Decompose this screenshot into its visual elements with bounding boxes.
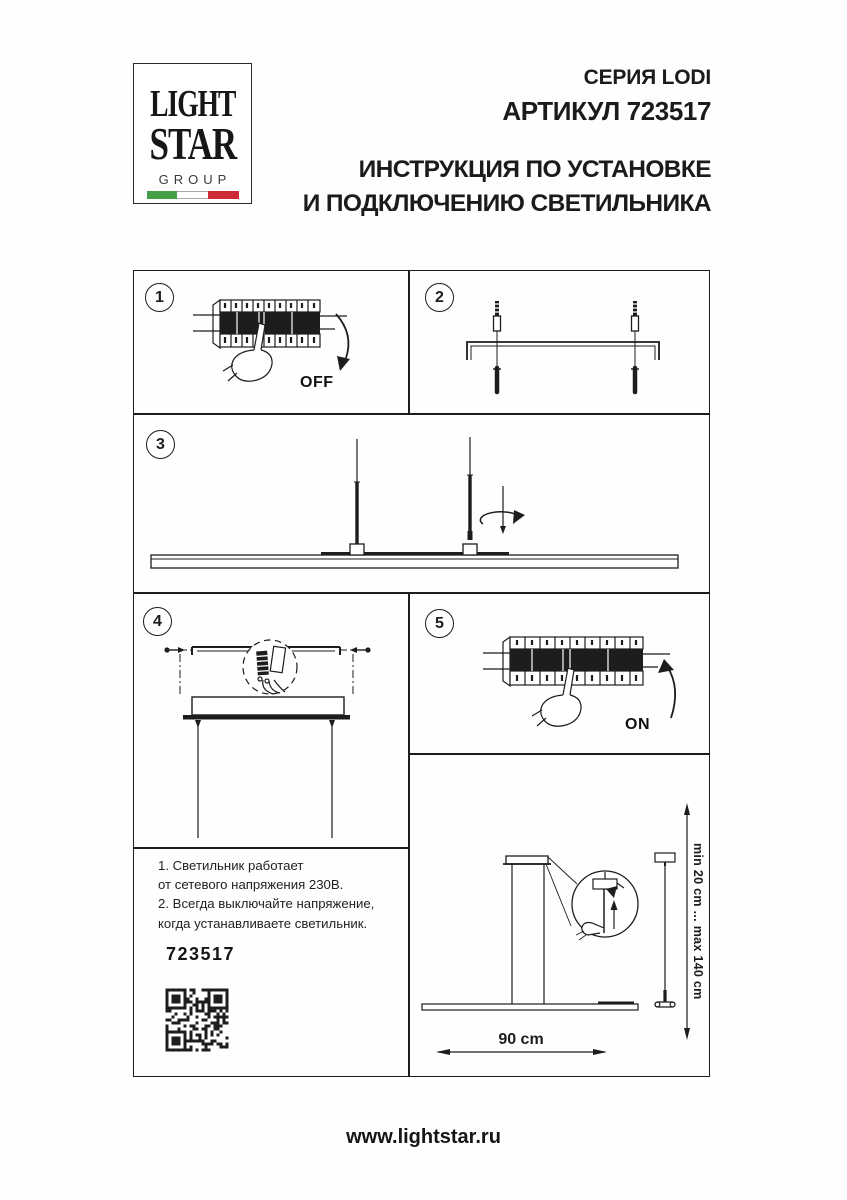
note-line-4: когда устанавливаете светильник. [158, 915, 368, 931]
logo-light-text: LIGHT [149, 82, 236, 125]
series-title: СЕРИЯ LODI [583, 66, 711, 89]
flag-red-segment [208, 191, 239, 199]
article-number: 723517 [166, 944, 236, 964]
horizontal-dimension-label: 90 cm [498, 1031, 544, 1048]
step-number-2: 2 [435, 288, 444, 306]
instruction-title-line1: ИНСТРУКЦИЯ ПО УСТАНОВКЕ [358, 156, 711, 183]
qr-code [164, 987, 230, 1053]
off-label: OFF [300, 374, 334, 391]
breaker-on-illustration [408, 592, 711, 753]
suspension-adjust-illustration [408, 753, 711, 1077]
flag-white-segment [177, 191, 208, 199]
flag-green-segment [147, 191, 178, 199]
step-number-3: 3 [156, 435, 165, 453]
on-label: ON [625, 716, 650, 733]
instruction-title-line2: И ПОДКЛЮЧЕНИЮ СВЕТИЛЬНИКА [302, 190, 711, 217]
header-titles [303, 66, 711, 218]
footer-website: www.lightstar.ru [346, 1126, 501, 1148]
lightstar-logo [133, 63, 252, 204]
step-number-1: 1 [155, 288, 164, 306]
logo-group-text: GROUP [158, 172, 232, 187]
logo-star-text: STAR [149, 120, 236, 170]
mounting-bracket-illustration [408, 270, 711, 413]
article-title: АРТИКУЛ 723517 [502, 96, 711, 126]
breaker-off-illustration [133, 270, 408, 413]
vertical-dimension-label: min 20 cm ... max 140 cm [691, 843, 705, 1000]
note-line-3: 2. Всегда выключайте напряжение, [158, 896, 375, 912]
step-number-4: 4 [153, 612, 162, 630]
fixture-rods-illustration [133, 413, 711, 592]
ceiling-mount-illustration [133, 592, 408, 847]
italy-flag [147, 191, 239, 199]
notes-panel [158, 856, 400, 933]
grid-hline-left-col [133, 847, 408, 849]
note-line-1: 1. Светильник работает [158, 858, 304, 873]
note-line-2: от сетевого напряжения 230В. [158, 877, 344, 893]
step-number-5: 5 [435, 614, 444, 632]
